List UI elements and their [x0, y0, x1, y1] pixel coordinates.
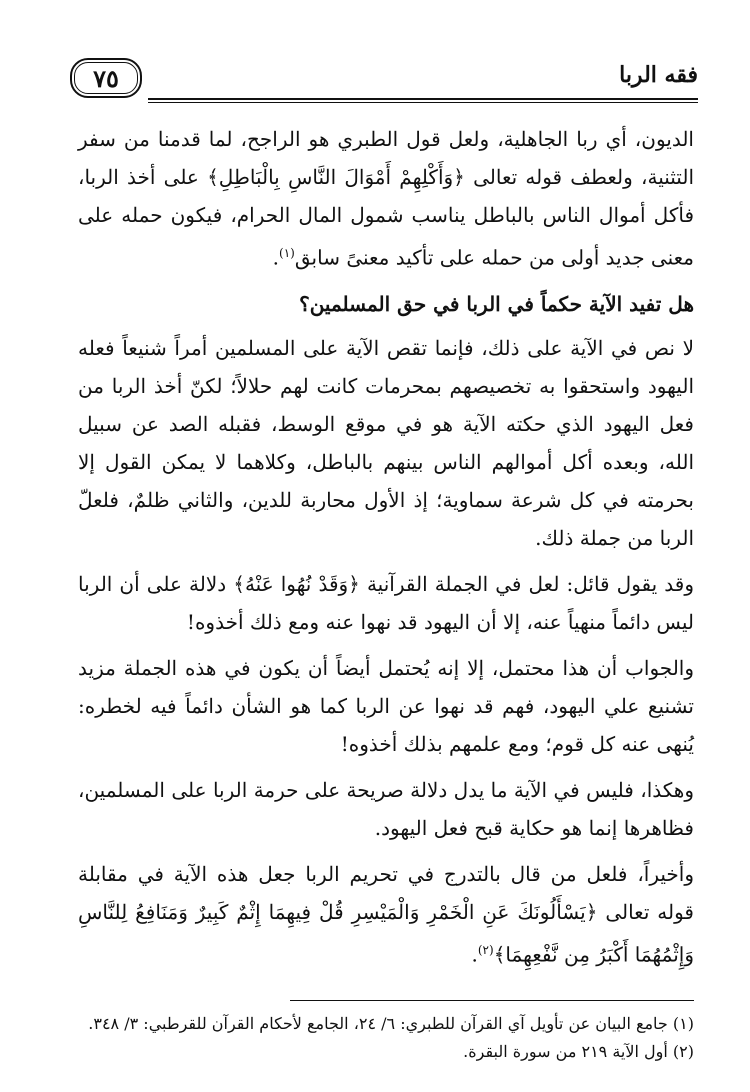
paragraph: لا نص في الآية على ذلك، فإنما تقص الآية على المسلمين أمراً شنيعاً فعله اليهود واستحقوا به تخصيصهم بمحرمات كانت لهم حلالاً؛ لكنّ أخذ الربا من فعل اليهود الذي حكته الآية هو في موقع الوسط، فقبله الصد عن سبيل الله، وبعده أكل أموالهم الناس بينهم بالباطل، وكلاهما لا يمكن القول إلا بحرمته في كل شرعة سماوية؛ إذ الأول محاربة للدين، والثاني ظلمٌ، فلعلّ الربا من جملة ذلك.: [78, 335, 694, 550]
footnote-separator: [290, 1000, 694, 1001]
page-number: ٧٥: [93, 63, 119, 93]
main-text: [78, 120, 694, 981]
header-rule-thin: [148, 102, 698, 103]
footnote-ref: (١): [279, 246, 295, 260]
footnote: (١) جامع البيان عن تأويل آي القرآن للطبري: ٦/ ٢٤، الجامع لأحكام القرآن للقرطبي: ٣/ ٣٤٨.: [88, 1014, 694, 1033]
paragraph: وقد يقول قائل: لعل في الجملة القرآنية ﴿وَقَدْ نُهُوا عَنْهُ﴾ دلالة على أن الربا ليس دائماً منهياً عنه، إلا أن اليهود قد نهوا عنه ومع ذلك أخذوه!: [78, 571, 694, 634]
page-number-frame: [70, 58, 142, 98]
running-title: فقه الربا: [619, 62, 698, 88]
paragraph: وهكذا، فليس في الآية ما يدل دلالة صريحة على حرمة الربا على المسلمين، فظاهرها إنما هو حكاية قبح فعل اليهود.: [78, 777, 694, 840]
section-heading: هل تفيد الآية حكماً في الربا في حق المسلمين؟: [299, 291, 694, 316]
footnotes: [78, 1010, 694, 1066]
footnote: (٢) أول الآية ٢١٩ من سورة البقرة.: [463, 1042, 694, 1061]
paragraph: وأخيراً، فلعل من قال بالتدرج في تحريم الربا جعل هذه الآية في مقابلة قوله تعالى ﴿يَسْأَلُونَكَ عَنِ الْخَمْرِ وَالْمَيْسِرِ قُلْ فِيهِمَا إِثْمٌ كَبِيرٌ وَمَنَافِعُ لِلنَّاسِ وَإِثْمُهُمَا أَكْبَرُ مِن نَّفْعِهِمَا﴾$^{(٢)}$.: [78, 861, 694, 967]
paragraph: والجواب أن هذا محتمل، إلا إنه يُحتمل أيضاً أن يكون في هذه الجملة مزيد تشنيع علي اليهود، فهم قد نهوا عن الربا كما هو الشأن دائماً فيه لخطره: يُنهى عنه كل قوم؛ ومع علمهم بذلك أخذوه!: [78, 655, 694, 756]
header-rule: [148, 98, 698, 100]
footnote-ref: (٢): [477, 942, 494, 957]
page-header: [70, 58, 698, 102]
paragraph: الديون، أي ربا الجاهلية، ولعل قول الطبري هو الراجح، لما قدمنا من سفر التثنية، ولعطف قوله تعالى ﴿وَأَكْلِهِمْ أَمْوَالَ النَّاسِ بِالْبَاطِلِ﴾ على أخذ الربا، فأكل أموال الناس بالباطل يناسب شمول المال الحرام، فيكون حمله على معنى جديد أولى من حمله على تأكيد معنىً سابق$^{(١)}$.: [78, 127, 694, 270]
